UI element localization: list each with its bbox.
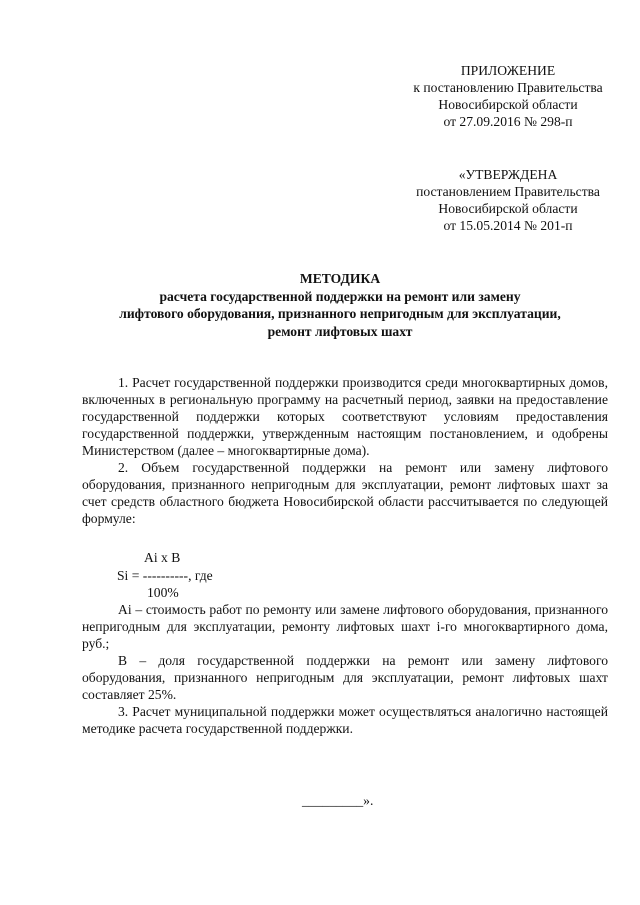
document-body-continued <box>82 601 608 737</box>
paragraph-4: В – доля государственной поддержки на ремонт или замену лифтового оборудования, признанного непригодным для эксплуатации, ремонт лифтовых шахт составляет 25%. <box>82 653 608 702</box>
paragraph-2: 2. Объем государственной поддержки на ремонт или замену лифтового оборудования, признанного непригодным для эксплуатации, ремонт лифтовых шахт за счет средств областного бюджета Новосибирской области рассчитывается по следующей формуле: <box>82 460 608 526</box>
approved-line-2: Новосибирской области <box>438 201 578 216</box>
heading-sub-1: расчета государственной поддержки на ремонт или замену <box>159 288 521 304</box>
paragraph-1: 1. Расчет государственной поддержки производится среди многоквартирных домов, включенных в региональную программу на расчетный период, заявки на предоставление государственной поддержки которых соответствуют условиям предоставления государственной поддержки, утвержденным настоящим постановлением, и одобрены Министерством (далее – многоквартирные дома). <box>82 375 608 458</box>
paragraph-5: 3. Расчет муниципальной поддержки может осуществляться аналогично настоящей методике расчета государственной поддержки. <box>82 704 608 736</box>
approved-title: «УТВЕРЖДЕНА <box>458 167 558 182</box>
heading-sub-3: ремонт лифтовых шахт <box>267 323 413 339</box>
formula-line: Si = ----------, где <box>117 567 213 583</box>
approved-block <box>395 166 621 234</box>
formula-denominator: 100% <box>147 585 179 600</box>
appendix-line-3: от 27.09.2016 № 298-п <box>443 114 573 129</box>
appendix-line-2: Новосибирской области <box>438 97 578 112</box>
appendix-block <box>395 62 621 130</box>
paragraph-3: Ai – стоимость работ по ремонту или замене лифтового оборудования, признанного непригодным для эксплуатации, ремонту лифтовых шахт i-го многоквартирного дома, руб.; <box>82 602 608 651</box>
approved-line-1: постановлением Правительства <box>416 184 600 199</box>
appendix-line-1: к постановлению Правительства <box>413 80 603 95</box>
formula-numerator: Ai x B <box>144 550 181 565</box>
heading-main: МЕТОДИКА <box>299 271 381 286</box>
document-heading <box>60 270 620 340</box>
heading-sub-2: лифтового оборудования, признанного непригодным для эксплуатации, <box>119 306 561 321</box>
document-body <box>82 374 608 527</box>
approved-line-3: от 15.05.2014 № 201-п <box>443 218 573 233</box>
formula <box>117 549 213 602</box>
closing-mark: _________». <box>302 793 374 808</box>
appendix-title: ПРИЛОЖЕНИЕ <box>460 63 556 78</box>
